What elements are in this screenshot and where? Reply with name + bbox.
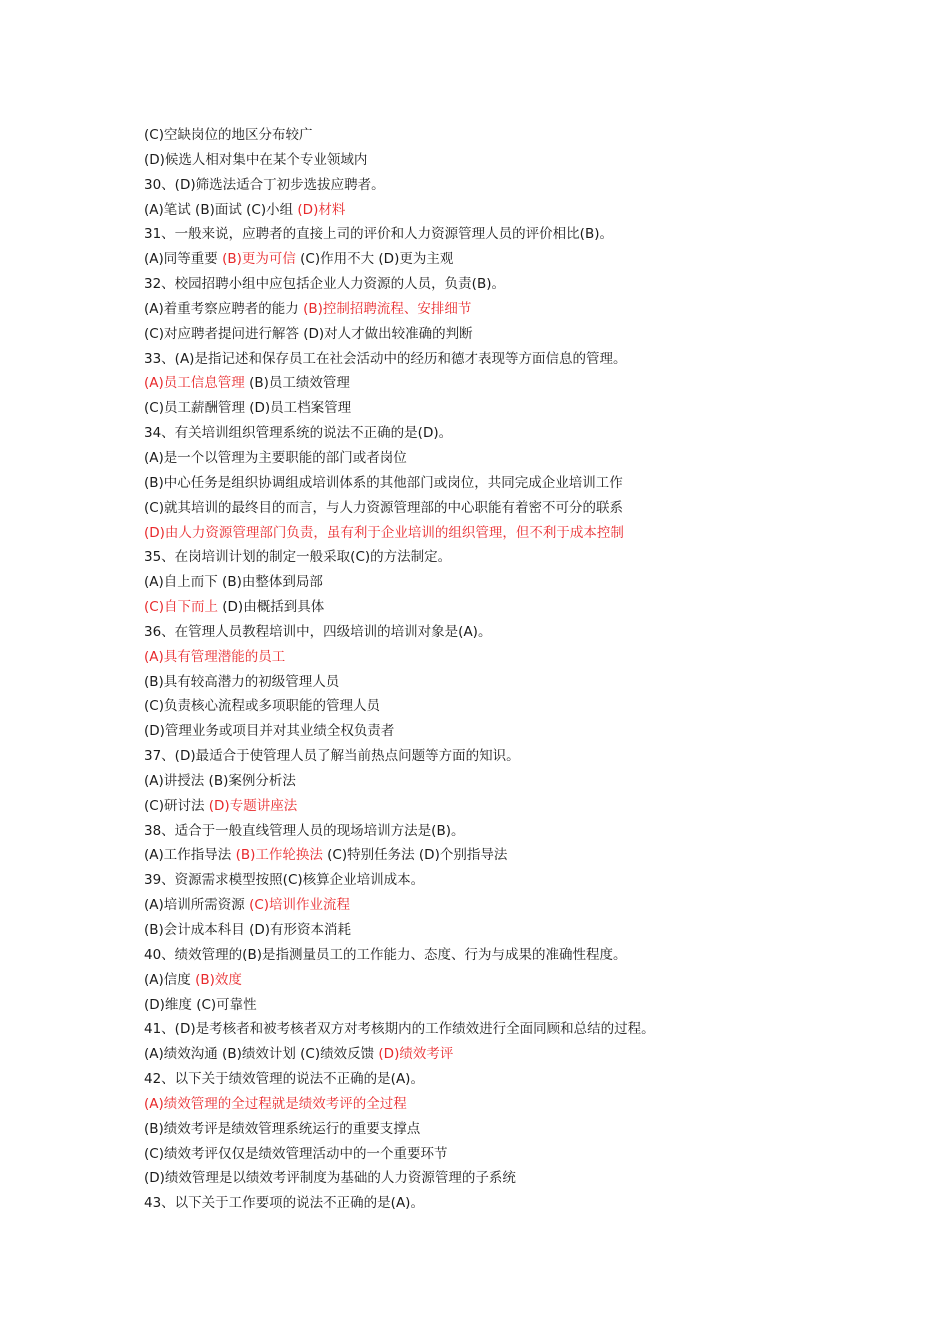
text-segment: (D)候选人相对集中在某个专业领域内 [144, 151, 368, 168]
text-line [144, 993, 904, 1018]
answer-highlight: (D)材料 [297, 201, 346, 218]
text-line [144, 1142, 904, 1167]
text-segment: (A)工作指导法 [144, 847, 236, 864]
text-line [144, 893, 904, 918]
answer-highlight: (B)工作轮换法 [235, 847, 323, 864]
text-line [144, 247, 904, 272]
text-segment: (C)就其培训的最终目的而言，与人力资源管理部的中心职能有着密不可分的联系 [144, 499, 623, 516]
text-line [144, 794, 904, 819]
text-line [144, 868, 904, 893]
text-line [144, 719, 904, 744]
text-line [144, 471, 904, 496]
text-segment: 36、在管理人员教程培训中，四级培训的培训对象是(A)。 [144, 623, 492, 640]
text-segment: 30、(D)筛选法适合丁初步选拔应聘者。 [144, 176, 385, 193]
text-segment: 37、(D)最适合于使管理人员了解当前热点问题等方面的知识。 [144, 748, 520, 765]
text-segment: 41、(D)是考核者和被考核者双方对考核期内的工作绩效进行全面同顾和总结的过程。 [144, 1021, 655, 1038]
text-line [144, 371, 904, 396]
text-segment: (B)会计成本科目 (D)有形资本消耗 [144, 922, 352, 938]
text-segment: 43、以下关于工作要项的说法不正确的是(A)。 [144, 1195, 424, 1212]
text-segment: (A)是一个以管理为主要职能的部门或者岗位 [144, 449, 407, 466]
text-line [144, 446, 904, 471]
text-segment: 34、有关培训组织管理系统的说法不正确的是(D)。 [144, 425, 453, 442]
answer-highlight: (D)专题讲座法 [208, 797, 298, 814]
text-segment: (A)自上而下 (B)由整体到局部 [144, 574, 323, 591]
text-segment: (B)绩效考评是绩效管理系统运行的重要支撑点 [144, 1120, 421, 1137]
text-segment: 33、(A)是指记述和保存员工在社会活动中的经历和德才表现等方面信息的管理。 [144, 350, 627, 367]
text-segment: 42、以下关于绩效管理的说法不正确的是(A)。 [144, 1071, 424, 1088]
text-segment: (D)绩效管理是以绩效考评制度为基础的人力资源管理的子系统 [144, 1170, 516, 1187]
text-line [144, 943, 904, 968]
text-line [144, 521, 904, 546]
text-segment: (C)特别任务法 (D)个别指导法 [322, 847, 508, 864]
text-line [144, 1042, 904, 1067]
text-line [144, 570, 904, 595]
answer-highlight: (D)由人力资源管理部门负责，虽有利于企业培训的组织管理，但不利于成本控制 [144, 524, 624, 541]
text-line [144, 222, 904, 247]
text-segment: (A)着重考察应聘者的能力 [144, 300, 304, 317]
answer-highlight: (B)效度 [195, 971, 242, 988]
text-segment: (C)作用不大 (D)更为主观 [295, 251, 454, 268]
answer-highlight: (C)培训作业流程 [249, 897, 351, 914]
text-segment: (B)具有较高潜力的初级管理人员 [144, 673, 340, 690]
text-segment: (A)讲授法 (B)案例分析法 [144, 772, 296, 789]
text-line [144, 545, 904, 570]
text-segment: 38、适合于一般直线管理人员的现场培训方法是(B)。 [144, 822, 465, 839]
text-segment: (C)员工薪酬管理 (D)员工档案管理 [144, 400, 352, 417]
text-segment: (D)维度 (C)可靠性 [144, 996, 257, 1013]
text-line [144, 595, 904, 620]
text-line [144, 694, 904, 719]
answer-highlight: (A)具有管理潜能的员工 [144, 648, 286, 665]
answer-highlight: (A)员工信息管理 [144, 375, 245, 392]
answer-highlight: (A)绩效管理的全过程就是绩效考评的全过程 [144, 1095, 407, 1112]
text-segment: (B)中心任务是组织协调组成培训体系的其他部门或岗位，共同完成企业培训工作 [144, 474, 623, 491]
text-line [144, 843, 904, 868]
text-segment: 40、绩效管理的(B)是指测量员工的工作能力、态度、行为与成果的准确性程度。 [144, 946, 627, 963]
text-segment: (B)员工绩效管理 [244, 375, 350, 392]
text-line [144, 819, 904, 844]
text-line [144, 1191, 904, 1216]
text-line [144, 744, 904, 769]
text-line [144, 148, 904, 173]
text-line [144, 620, 904, 645]
text-line [144, 198, 904, 223]
text-segment: (A)绩效沟通 (B)绩效计划 (C)绩效反馈 [144, 1046, 379, 1063]
text-line [144, 123, 904, 148]
text-segment: (A)培训所需资源 [144, 897, 250, 914]
text-segment: (D)管理业务或项目并对其业绩全权负责者 [144, 723, 395, 740]
text-segment: (C)研讨法 [144, 797, 209, 814]
text-line [144, 347, 904, 372]
text-line [144, 496, 904, 521]
text-line [144, 396, 904, 421]
text-segment: 31、一般来说，应聘者的直接上司的评价和人力资源管理人员的评价相比(B)。 [144, 226, 613, 243]
answer-highlight: (B)更为可信 [222, 251, 296, 268]
text-segment: 39、资源需求模型按照(C)核算企业培训成本。 [144, 872, 425, 889]
text-line [144, 968, 904, 993]
text-segment: (A)同等重要 [144, 251, 223, 268]
text-line [144, 1092, 904, 1117]
text-segment: (A)笔试 (B)面试 (C)小组 [144, 201, 298, 218]
answer-highlight: (D)绩效考评 [378, 1046, 454, 1063]
text-line [144, 769, 904, 794]
answer-highlight: (C)自下而上 [144, 599, 218, 616]
answer-highlight: (B)控制招聘流程、安排细节 [303, 300, 472, 317]
text-segment: (C)绩效考评仅仅是绩效管理活动中的一个重要环节 [144, 1145, 448, 1162]
text-line [144, 645, 904, 670]
text-line [144, 670, 904, 695]
document-page [144, 123, 904, 1216]
text-line [144, 1067, 904, 1092]
text-line [144, 1117, 904, 1142]
text-segment: 35、在岗培训计划的制定一般采取(C)的方法制定。 [144, 549, 452, 566]
text-segment: (A)信度 [144, 971, 196, 988]
text-segment: 32、校园招聘小组中应包括企业人力资源的人员，负责(B)。 [144, 276, 505, 293]
text-line [144, 173, 904, 198]
text-line [144, 421, 904, 446]
text-line [144, 297, 904, 322]
text-line [144, 322, 904, 347]
text-segment: (C)对应聘者提问进行解答 (D)对人才做出较准确的判断 [144, 325, 473, 342]
text-segment: (C)负责核心流程或多项职能的管理人员 [144, 698, 380, 715]
text-segment: (D)由概括到具体 [217, 599, 325, 616]
text-line [144, 918, 904, 943]
text-line [144, 272, 904, 297]
text-line [144, 1017, 904, 1042]
text-line [144, 1166, 904, 1191]
text-segment: (C)空缺岗位的地区分布较广 [144, 127, 313, 143]
